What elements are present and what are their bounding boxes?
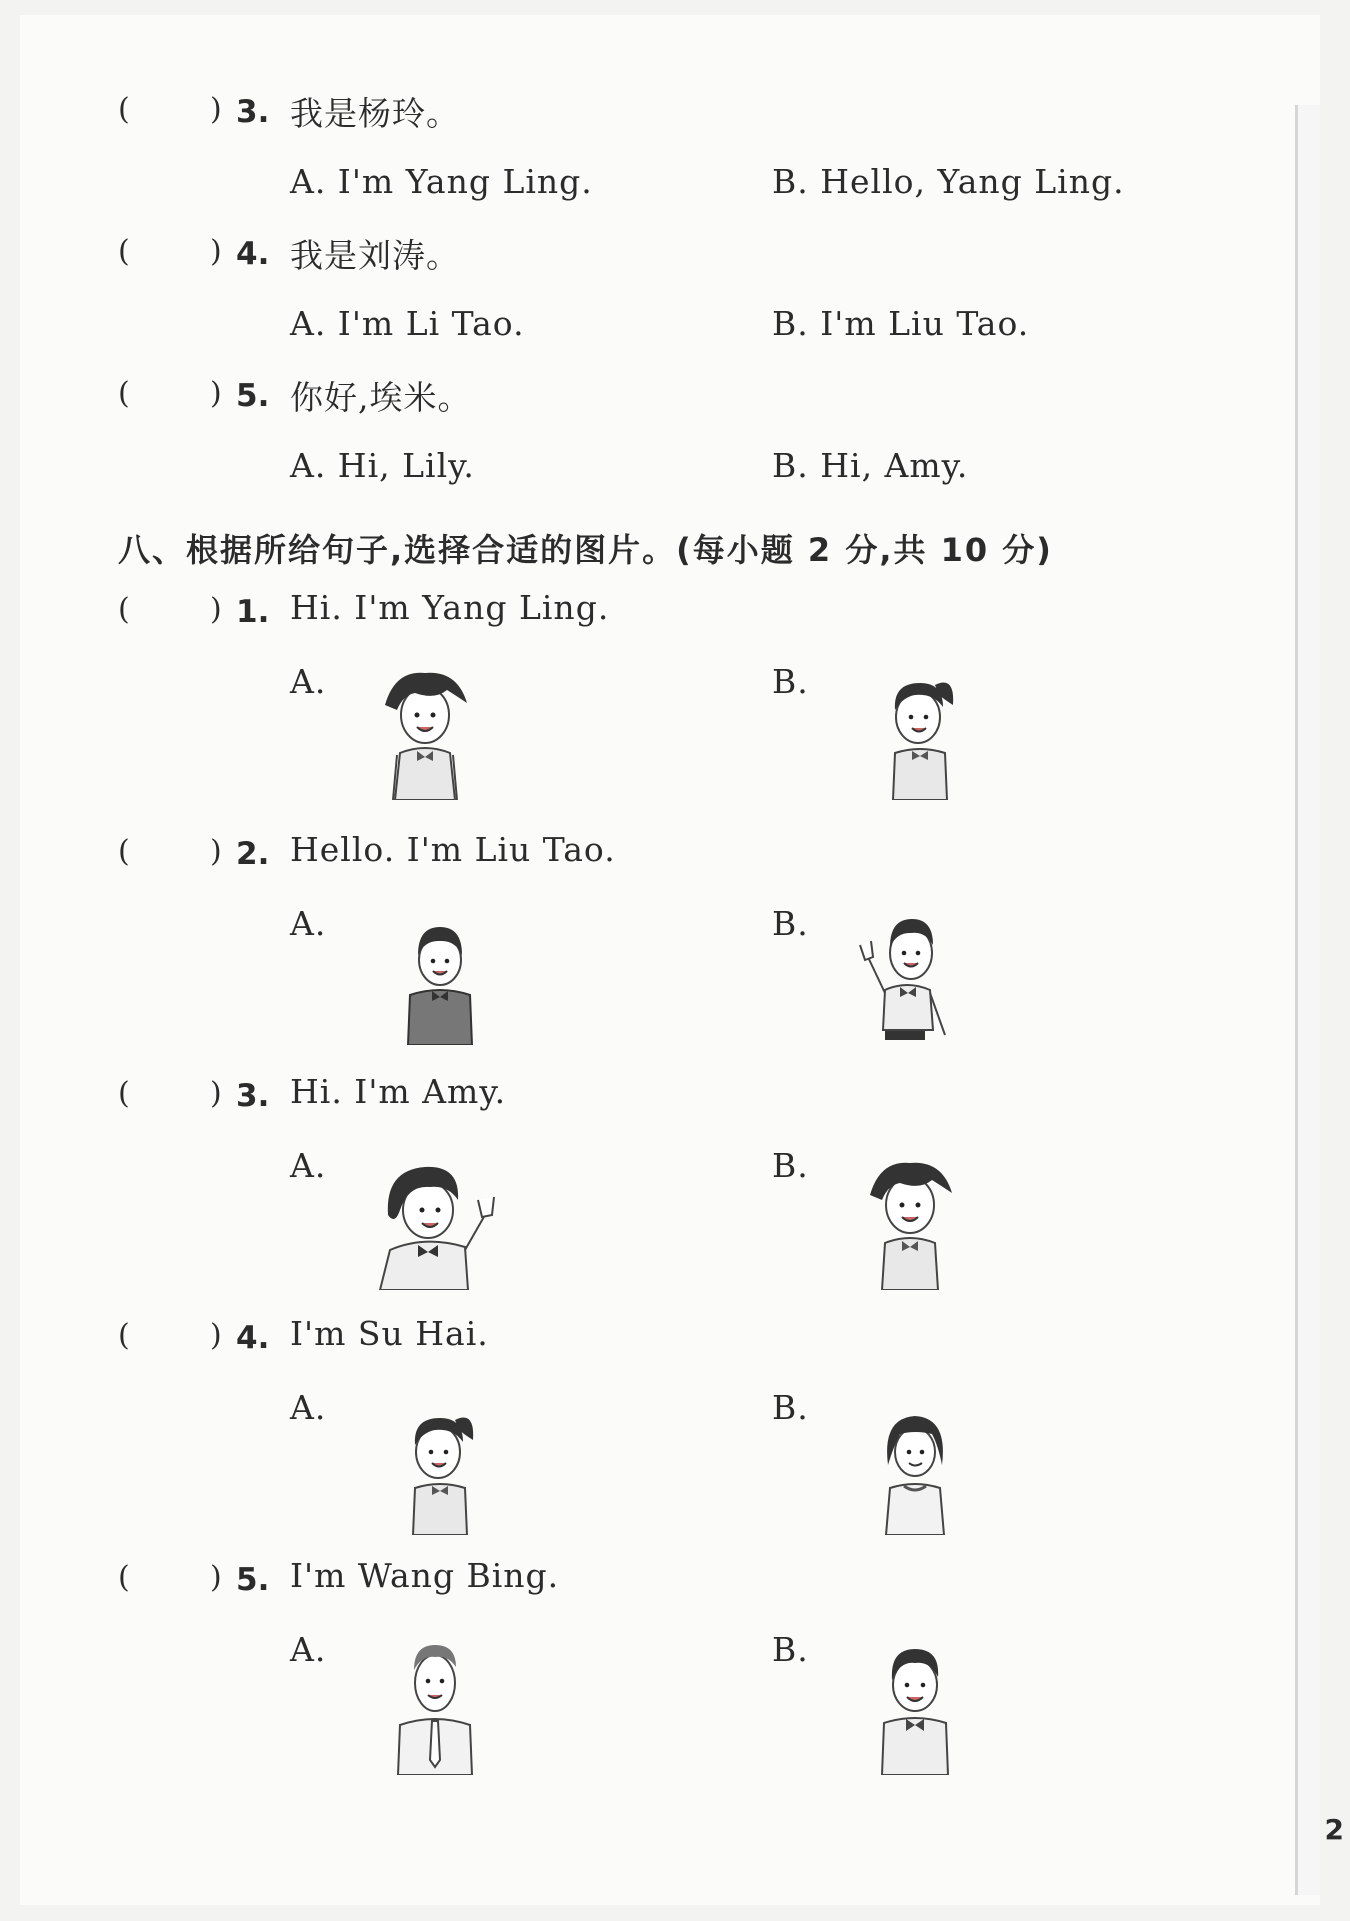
option-b-label: B. [772,1630,809,1669]
question-number: 4. [236,236,270,272]
option-b-label: B. [772,662,809,701]
answer-paren-close: ) [210,1318,222,1353]
boy-bowtie-icon [870,1635,960,1775]
girl-ponytail-icon [875,665,965,800]
girl-waving-icon [370,1155,500,1290]
option-b-label: B. [772,1146,809,1185]
question-number: 3. [236,94,270,130]
option-a: A. I'm Yang Ling. [290,162,593,201]
question-sentence: I'm Wang Bing. [290,1556,560,1595]
question-number: 1. [236,594,270,630]
answer-paren-open: ( [118,834,130,869]
boy-waving-icon [855,905,965,1045]
question-sentence: Hi. I'm Yang Ling. [290,588,610,627]
question-number: 5. [236,1562,270,1598]
answer-paren-open: ( [118,92,130,127]
answer-paren-open: ( [118,376,130,411]
option-b-label: B. [772,904,809,943]
option-b: B. Hi, Amy. [772,446,969,485]
question-number: 4. [236,1320,270,1356]
page-number: 2 [1324,1813,1344,1846]
answer-paren-close: ) [210,92,222,127]
answer-paren-open: ( [118,1076,130,1111]
answer-paren-close: ) [210,376,222,411]
answer-paren-open: ( [118,1318,130,1353]
question-prompt: 我是刘涛。 [290,236,460,275]
option-a-label: A. [290,1630,327,1669]
question-sentence: I'm Su Hai. [290,1314,489,1353]
page-edge [1295,105,1320,1895]
answer-paren-close: ) [210,592,222,627]
man-tie-icon [390,1635,480,1775]
answer-paren-open: ( [118,592,130,627]
question-number: 2. [236,836,270,872]
question-sentence: Hello. I'm Liu Tao. [290,830,616,869]
option-a-label: A. [290,904,327,943]
girl-wavy-hair-icon [375,665,475,800]
option-a: A. Hi, Lily. [290,446,475,485]
question-number: 3. [236,1078,270,1114]
worksheet-page [20,15,1320,1905]
option-a: A. I'm Li Tao. [290,304,525,343]
question-sentence: Hi. I'm Amy. [290,1072,507,1111]
option-b: B. Hello, Yang Ling. [772,162,1125,201]
question-prompt: 你好,埃米。 [290,378,472,417]
girl-ponytail-icon [395,1400,485,1535]
option-a-label: A. [290,1146,327,1185]
girl-wavy-hair-icon [860,1155,960,1290]
answer-paren-open: ( [118,234,130,269]
answer-paren-open: ( [118,1560,130,1595]
option-a-label: A. [290,1388,327,1427]
answer-paren-close: ) [210,234,222,269]
answer-paren-close: ) [210,834,222,869]
question-prompt: 我是杨玲。 [290,94,460,133]
option-a-label: A. [290,662,327,701]
section-title: 八、根据所给句子,选择合适的图片。(每小题 2 分,共 10 分) [118,531,1053,569]
option-b: B. I'm Liu Tao. [772,304,1030,343]
girl-bob-hair-icon [870,1400,960,1535]
boy-dark-shirt-icon [400,915,480,1045]
question-number: 5. [236,378,270,414]
answer-paren-close: ) [210,1076,222,1111]
answer-paren-close: ) [210,1560,222,1595]
option-b-label: B. [772,1388,809,1427]
